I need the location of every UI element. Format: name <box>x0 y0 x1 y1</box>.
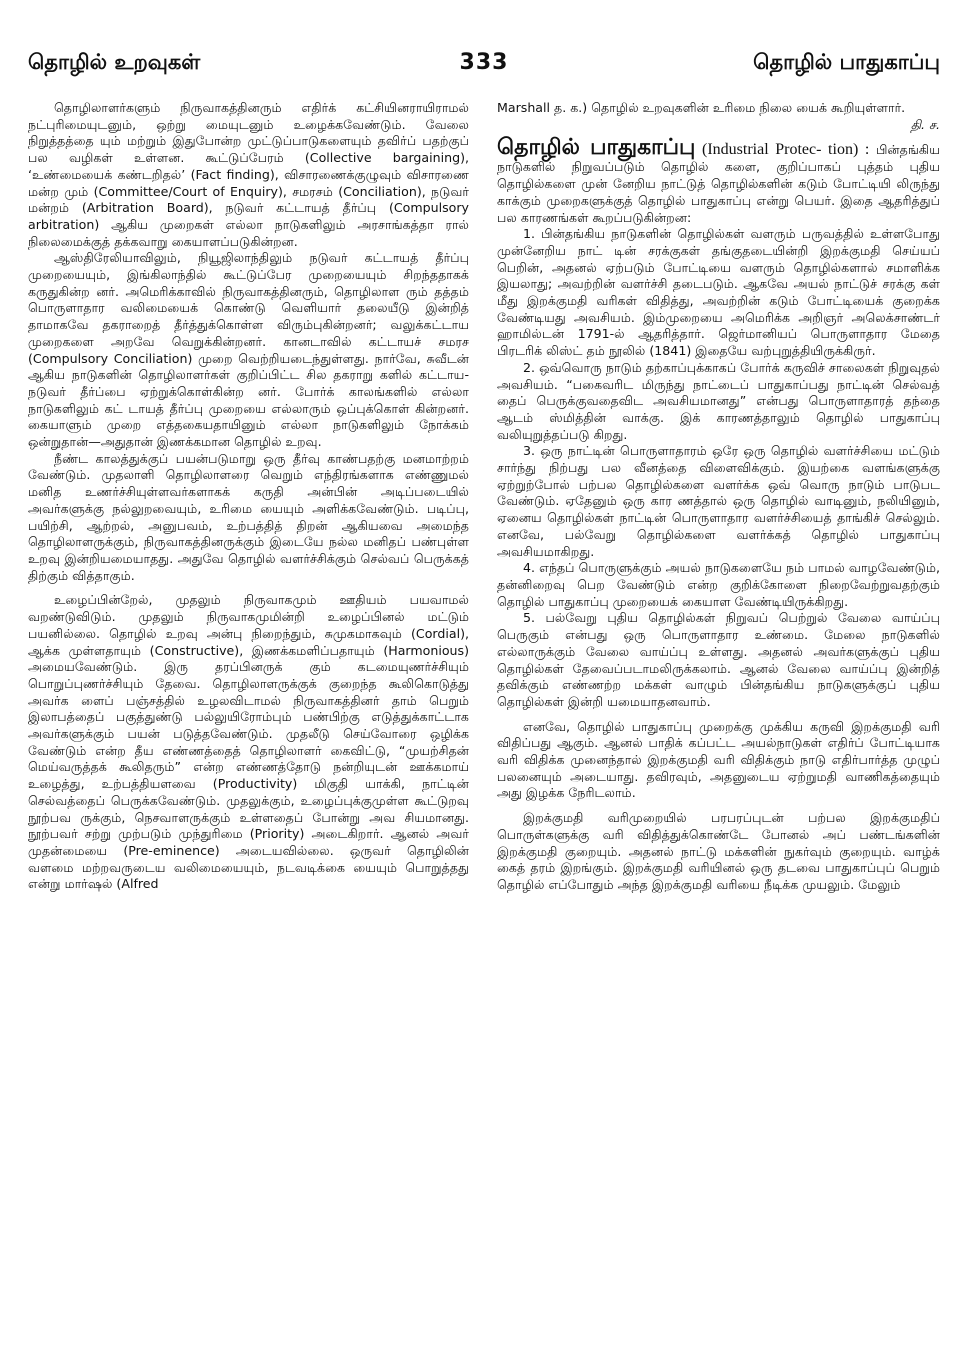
paragraph: நீண்ட காலத்துக்குப் பயன்படுமாறு ஒரு தீர்வு காண்பதற்கு மனமாற்றம் வேண்டும். முதலாளி தொழிலாளரை வெறும் எந்திரங்களாக எண்ணுமல் மனித உணர்ச்சியுள்ளவர்களாகக் கருதி அன்பின் அடிப்படையில் அவர்களுக்கு நல்லுறவையும், உரிமை யையும் அளிக்கவேண்டும். படிப்பு, பயிற்சி, ஆற்றல், அனுபவம், உற்பத்தித் திறன் ஆகியவை அமைந்த தொழிலாளருக்கும், நிருவாகத்தினருக்கும் இடையே நல்ல மனிதப் பண்புள்ள உறவு இன்றியமையாதது. அதுவே தொழில் வளர்ச்சிக்கும் செல்வப் பெருக்கத் திற்கும் வித்தாகும். <box>28 450 469 583</box>
running-head-right: தொழில் பாதுகாப்பு <box>753 50 940 74</box>
entry-title-english: (Industrial Protec- tion) : <box>702 141 870 159</box>
running-head-left: தொழில் உறவுகள் <box>28 50 201 74</box>
paragraph: எனவே, தொழில் பாதுகாப்பு முறைக்கு முக்கிய கருவி இறக்குமதி வரி விதிப்பது ஆகும். ஆனல் பாதிக் கப்பட்ட அயல்நாடுகள் எதிர்ப் போட்டியாக வரி விதிக்க முனைந்தால் இறக்குமதி வரி விதிக்கும் நாடு எதிர்பார்த்த முழுப் பலனையும் அடையாது. தவிரவும், அதனுடைய ஏற்றுமதி வாணிகத்தையும் அது இழக்க நேரிடலாம். <box>497 718 940 801</box>
author-initials: தி. ச. <box>910 116 940 132</box>
numbered-point-3: 3. ஒரு நாட்டின் பொருளாதாரம் ஒரே ஒரு தொழில் வளர்ச்சியை மட்டும் சார்ந்து நிற்பது பல வீனத்தை விளைவிக்கும். இயற்கை வளங்களுக்கு ஏற்றுற்போல் பற்பல தொழில்களை வளர்க்க ஒவ் வொரு நாடும் பாடுபட வேண்டும். ஏதேனும் ஒரு கார ணத்தால் ஒரு தொழில் வாடினும், நலியினும், ஏனைய தொழில்கள் நாட்டின் பொருளாதார வளர்ச்சியைத் தாங்கிச் செல்லும். எனவே, பல்வேறு தொழில்களை வளர்க்கத் தொழில் பாதுகாப்பு அவசியமாகிறது. <box>497 443 940 559</box>
numbered-point-1: 1. பின்தங்கிய நாடுகளின் தொழில்கள் வளரும் பருவத்தில் உள்ளபோது முன்னேறிய நாட் டின் சரக்குகள் தங்குதடையின்றி இறக்குமதி செய்யப் பெறின், அதனல் ஏற்படும் போட்டியை வளரும் தொழில்களால் சமாளிக்க இயலாது; அவற்றின் வளர்ச்சி தடைபடும். ஆகவே அயல் நாட்டுச் சரக்கு கள் மீது இறக்குமதி வரிகள் விதித்து, அவற்றின் கடும் போட்டியைக் குறைக்க வேண்டியது அவசியம். இம்முறையை அமெரிக்க அறிஞர் அலெக்சாண்டர் ஹாமில்டன் 1791-ல் ஆதரித்தார். ஜெர்மானியப் பொருளாதார மேதை பிரடரிக் லிஸ்ட் தம் நூலில் (1841) இதையே வற்புறுத்தியிருக்கிருர். <box>497 226 940 359</box>
paragraph: தொழிலாளர்களும் நிருவாகத்தினரும் எதிர்க் கட்சியினராயிராமல் நட்புரிமையுடனும், ஒற்று மையுடனும் உழைக்கவேண்டும். வேலை நிறுத்தத்தை யும் மற்றும் இதுபோன்ற முட்டுப்பாடுகளையும் தவிர்ப் பதற்குப் பல வழிகள் உள்ளன. கூட்டுப்பேரம் (Collective bargaining), ‘உண்மையைக் கண்டறிதல்’ (Fact finding), விசாரணைக்குழுவும் விசாரணை மன்ற மும் (Committee/Court of Enquiry), சமரசம் (Conciliation), நடுவர் மன்றம் (Arbitration Board), நடுவர் கட்டாயத் தீர்ப்பு (Compulsory arbitration) ஆகிய முறைகள் எல்லா நாடுகளிலும் அரசாங்கத்தா ரால் நிலைமைக்குத் தக்கவாறு கையாளப்படுகின்றன. <box>28 100 469 249</box>
continuation-paragraph: Marshall த. க.) தொழில் உறவுகளின் உரிமை நிலை யைக் கூறியுள்ளார். <box>497 100 906 115</box>
numbered-point-4: 4. எந்தப் பொருளுக்கும் அயல் நாடுகளையே நம் பாமல் வாழவேண்டும், தன்னிறைவு பெற வேண்டும் என்ற குறிக்கோளை நிறைவேற்றுவதற்கும் தொழில் பாதுகாப்பு முறையைக் கையாள வேண்டியிருக்கிறது. <box>497 560 940 609</box>
numbered-point-5: 5. பல்வேறு புதிய தொழில்கள் நிறுவப் பெற்றுல் வேலை வாய்ப்பு பெருகும் என்பது ஒரு பொருளாதார உண்மை. மேலை நாடுகளில் எல்லாருக்கும் வேலை வாய்ப்பு உள்ளது. அதனல் அவர்களுக்குப் புதிய தொழில்கள் தேவைப்படாமலிருக்கலாம். ஆனல் வேலை வாய்ப்பு இன்றித் தவிக்கும் எண்ணற்ற மக்கள் வாழும் பின்தங்கிய நாடுகளுக்குப் புதிய தொழில்கள் இன்றி யமையாதனவாம். <box>497 610 940 709</box>
paragraph: உழைப்பின்றேல், முதலும் நிருவாகமும் ஊதியம் பயவாமல் வறண்டுவிடும். முதலும் நிருவாகமுமின்றி உழைப்பினல் மட்டும் பயனில்லை. தொழில் உறவு அன்பு நிறைந்தும், சுமுகமாகவும் (Cordial), ஆக்க முள்ளதாயும் (Constructive), இணக்கமளிப்பதாயும் (Harmonious) அமையவேண்டும். இரு தரப்பினருக் கும் கடமையுணர்ச்சியும் பொறுப்புணர்ச்சியும் தேவை. தொழிலாளருக்குக் குறைந்த கூலிகொடுத்து அவர்க ளைப் பஞ்சத்தில் உழலவிடாமல் நிருவாகத்தினர் தாம் பெறும் இலாபத்தைப் பகுத்துண்டு பல்லுயிரோம்பும் பண்பிற்கு எடுத்துக்காட்டாக அவர்களுக்கும் பயன் படுத்தவேண்டும். முதலீடு செய்வோரை ஒழிக்க வேண்டும் என்ற தீய எண்ணத்தைத் தொழிலாளர் கைவிட்டு, “முயற்சிதன் மெய்வருத்தக் கூலிதரும்” என்ற எண்ணத்தோடு நன்றியுடன் ஊக்கமாய் உழைத்து, உற்பத்தியளவை (Productivity) மிகுதி யாக்கி, நாட்டின் செல்வத்தைப் பெருக்கவேண்டும். முதலுக்கும், உழைப்புக்குமுள்ள கூட்டுறவு நூற்பவ ருக்கும், நெசவாளருக்கும் உள்ளதைப் போன்று அவ சியமானது. நூற்பவர் சற்று முற்படும் முந்துரிமை (Priority) அடைகிறார். ஆனல் அவர் முதன்மையை (Pre-eminence) அடையவில்லை. ஒருவர் தொழிலின் வளமை மற்றவருடைய வலிமையையும், நடவடிக்கை யையும் பொறுத்தது என்று மார்ஷல் (Alfred <box>28 592 469 892</box>
page-header <box>28 50 940 86</box>
entry-start <box>497 137 940 226</box>
entry-title: தொழில் பாதுகாப்பு <box>497 135 696 161</box>
numbered-point-2: 2. ஒவ்வொரு நாடும் தற்காப்புக்காகப் போர்க் கருவிச் சாலைகள் நிறுவுதல் அவசியம். “பகைவரிட மிருந்து நாட்டைப் பாதுகாப்பது நாட்டின் செல்வத் தைப் பெருக்குவதைவிட அவசியமானது” என்பது பொருளாதாரத் தந்தை ஆடம் ஸ்மித்தின் வாக்கு. இக் காரணத்தாலும் தொழில் பாதுகாப்பு வலியுறுத்தப்படு கிறது. <box>497 359 940 442</box>
right-column <box>497 100 940 1340</box>
paragraph: இறக்குமதி வரிமுறையில் பரபரப்புடன் பற்பல இறக்குமதிப் பொருள்களுக்கு வரி விதித்துக்கொண்டே போனல் அப் பண்டங்களின் இறக்குமதி குறையும். அதனல் நாட்டு மக்களின் நுகர்வும் குறையும். வாழ்க் கைத் தரம் இறங்கும். இறக்குமதி வரியினல் ஒரு தடவை பாதுகாப்புப் பெறும் தொழில் எப்போதும் அந்த இறக்குமதி வரியை நீடிக்க முயலும். மேலும் <box>497 810 940 892</box>
entry-intro: பின்தங்கிய நாடுகளில் நிறுவப்படும் தொழில் களை, குறிப்பாகப் புத்தம் புதிய தொழில்களை முன் னேறிய நாட்டுத் தொழில்களின் கடும் போட்டியி லிருந்து காக்கும் முறைகளுக்குத் தொழில் பாதுகாப்பு என்று பெயர். இதை ஆதரித்துப் பல காரணங்கள் கூறப்படுகின்றன: <box>497 142 940 225</box>
paragraph: ஆஸ்திரேலியாவிலும், நியூஜிலாந்திலும் நடுவர் கட்டாயத் தீர்ப்பு முறையையும், இங்கிலாந்தில் கூட்டுப்பேர முறையையும் சிறந்ததாகக் கருதுகின்ற னர். அமெரிக்காவில் நிருவாகத்தினரும், தொழிலாள ரும் தத்தம் பொருளாதார வலிமையைக் கொண்டு வெளியார் தலையீடு இன்றித் தாமாகவே தகராறைத் தீர்த்துக்கொள்ள விரும்புகின்றனர்; வலுக்கட்டாய முறைகளை அறவே வெறுக்கின்றனர். கானடாவில் கட்டாயச் சமரச (Compulsory Conciliation) முறை வெற்றியடைந்துள்ளது. நார்வே, சுவீடன் ஆகிய நாடுகளின் தொழிலாளர்கள் குறிப்பிட்ட சில தகராறு களில் கட்டாய-நடுவர் தீர்ப்பை ஏற்றுக்கொள்கின்ற னர். போர்க் காலங்களில் எல்லா நாடுகளிலும் கட் டாயத் தீர்ப்பு முறையை எல்லாரும் ஒப்புக்கொள் கின்றனர். கையாளும் முறை எத்தகையதாயினும் எல்லா நாடுகளிலும் நோக்கம் ஒன்றுதான்—அதுதான் இணக்கமான தொழில் உறவு. <box>28 250 469 450</box>
page-number: 333 <box>459 50 509 75</box>
left-column <box>28 100 469 1340</box>
